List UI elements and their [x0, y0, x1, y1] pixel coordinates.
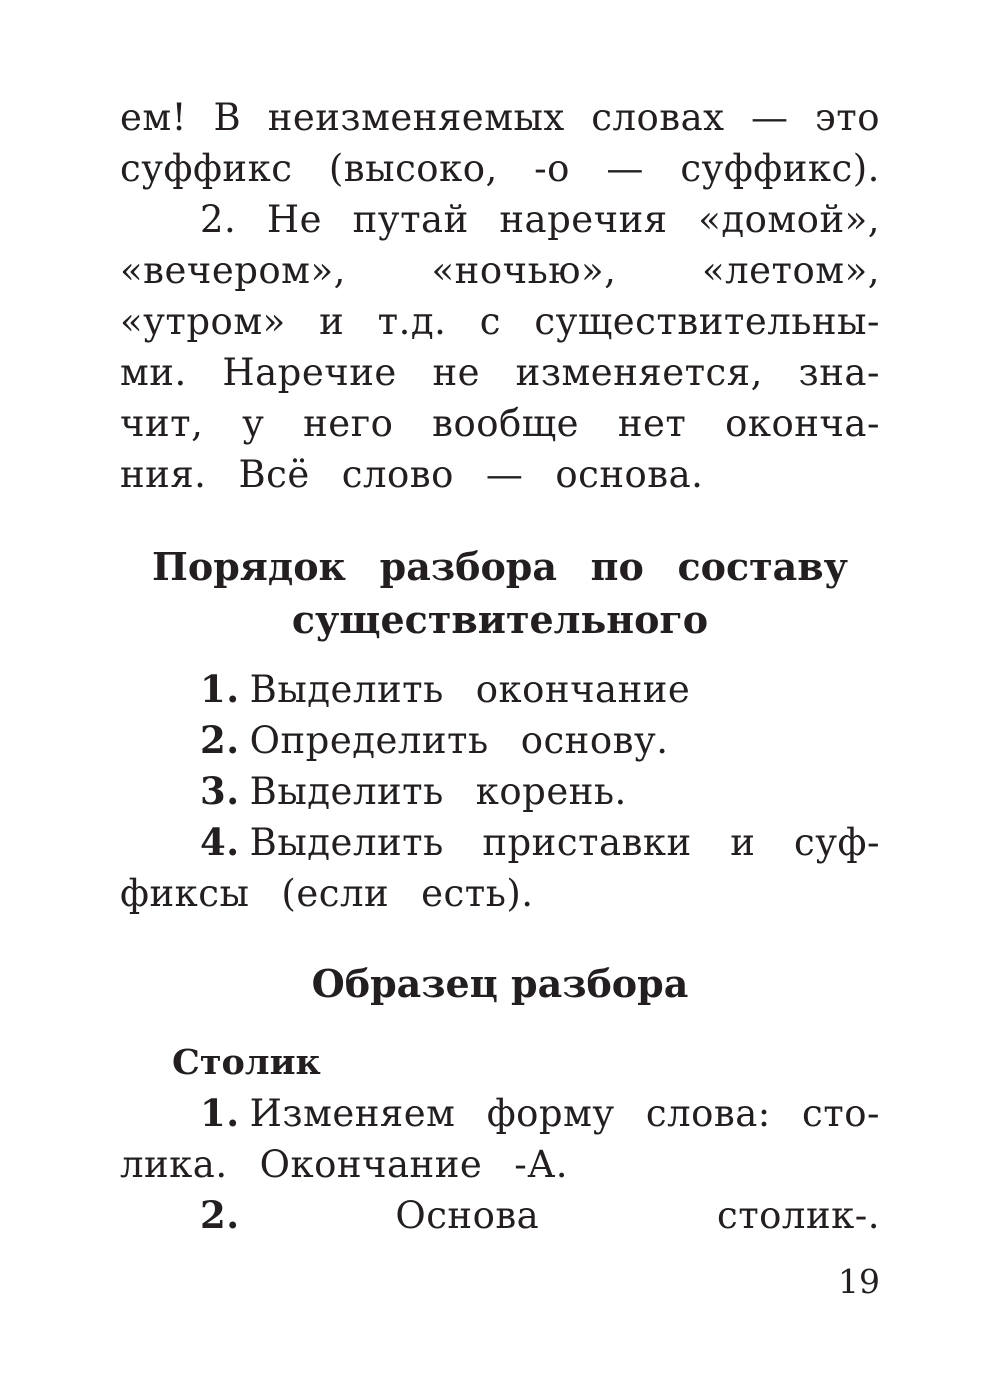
word: корень.: [475, 770, 627, 813]
word: В: [213, 96, 242, 139]
text-line: [120, 143, 880, 194]
word: словах: [591, 96, 725, 139]
item-number: 2.: [200, 1193, 240, 1237]
word: по: [590, 544, 644, 589]
word: приставки: [482, 821, 692, 864]
word: Изменяем: [249, 1092, 456, 1135]
word: основу.: [520, 719, 669, 762]
word: суффикс: [120, 147, 293, 190]
word: слово: [341, 453, 454, 496]
word: -А.: [514, 1143, 569, 1186]
word: Выделить: [249, 668, 444, 711]
word: с: [479, 300, 502, 343]
list-item: [120, 766, 880, 817]
word: лика.: [120, 1143, 228, 1186]
word: оконча-: [725, 402, 880, 445]
word: —: [751, 96, 789, 139]
item-lead: [200, 817, 444, 868]
word: слова:: [645, 1092, 771, 1135]
item-number: 1.: [200, 1091, 240, 1135]
word: (высоко,: [328, 147, 498, 190]
word: Выделить: [249, 821, 444, 864]
word: ния.: [120, 453, 207, 496]
list-item-continuation: [120, 868, 880, 919]
word: сто-: [802, 1092, 880, 1135]
word: составу: [677, 544, 848, 589]
example-steps: [120, 1088, 880, 1241]
word: и: [319, 300, 345, 343]
word: «домой»,: [698, 198, 880, 241]
word: 2.: [200, 198, 237, 241]
word: —: [485, 453, 524, 496]
word: путай: [352, 198, 469, 241]
text-line: [120, 449, 880, 500]
steps-list: [120, 664, 880, 919]
heading-line: существительного: [291, 597, 709, 642]
word: ми.: [120, 351, 187, 394]
word: Не: [266, 198, 323, 241]
word: (если: [281, 872, 390, 915]
word: окончание: [475, 668, 691, 711]
item-lead: [200, 1088, 455, 1139]
word: суф-: [794, 821, 880, 864]
word: «ночью»,: [431, 249, 617, 292]
intro-paragraph: [120, 92, 880, 500]
word: основа.: [555, 453, 704, 496]
word: Наречие: [222, 351, 397, 394]
word: неизменяемых: [267, 96, 565, 139]
word: есть).: [421, 872, 534, 915]
text-line: [120, 398, 880, 449]
word: Основа: [395, 1194, 540, 1237]
example-word: Столик: [172, 1042, 321, 1083]
word: суффикс).: [680, 147, 880, 190]
text-line: [120, 92, 880, 143]
word: —: [606, 147, 644, 190]
word: Порядок: [152, 544, 346, 589]
word: Определить: [249, 719, 489, 762]
word: это: [815, 96, 880, 139]
heading-line: Образец разбора: [311, 961, 689, 1006]
text-line: [120, 347, 880, 398]
word: зна-: [798, 351, 880, 394]
word: не: [432, 351, 481, 394]
page-body: [120, 92, 880, 1241]
word: «утром»: [120, 300, 286, 343]
text-line: [120, 296, 880, 347]
item-number: 3.: [200, 769, 240, 813]
word: него: [303, 402, 394, 445]
item-number: 1.: [200, 667, 240, 711]
word: Всё: [238, 453, 310, 496]
word: наречия: [499, 198, 668, 241]
word: «летом»,: [702, 249, 880, 292]
list-item-continuation: [120, 1139, 880, 1190]
list-item: [120, 715, 880, 766]
word: у: [242, 402, 265, 445]
page-number: 19: [838, 1262, 880, 1301]
heading-line: [120, 540, 880, 593]
word: ем!: [120, 96, 188, 139]
item-number: 4.: [200, 820, 240, 864]
word: и: [730, 821, 756, 864]
word: т.д.: [377, 300, 447, 343]
word: фиксы: [120, 872, 250, 915]
list-item: [120, 817, 880, 868]
word: вообще: [432, 402, 580, 445]
word: чит,: [120, 402, 204, 445]
word: форму: [486, 1092, 615, 1135]
word: изменяется,: [515, 351, 763, 394]
list-item: [120, 1088, 880, 1139]
list-item: [120, 664, 880, 715]
section-heading-order: [120, 540, 880, 646]
word: разбора: [379, 544, 557, 589]
section-heading-example: [120, 957, 880, 1010]
word: Окончание: [259, 1143, 483, 1186]
word: существительны-: [534, 300, 880, 343]
word: нет: [617, 402, 687, 445]
text-line: [120, 245, 880, 296]
word: -о: [534, 147, 570, 190]
word: «вечером»,: [120, 249, 346, 292]
word: Выделить: [249, 770, 444, 813]
word: столик-.: [716, 1194, 880, 1237]
text-line: [120, 194, 880, 245]
list-item: [120, 1190, 880, 1241]
item-number: 2.: [200, 718, 240, 762]
